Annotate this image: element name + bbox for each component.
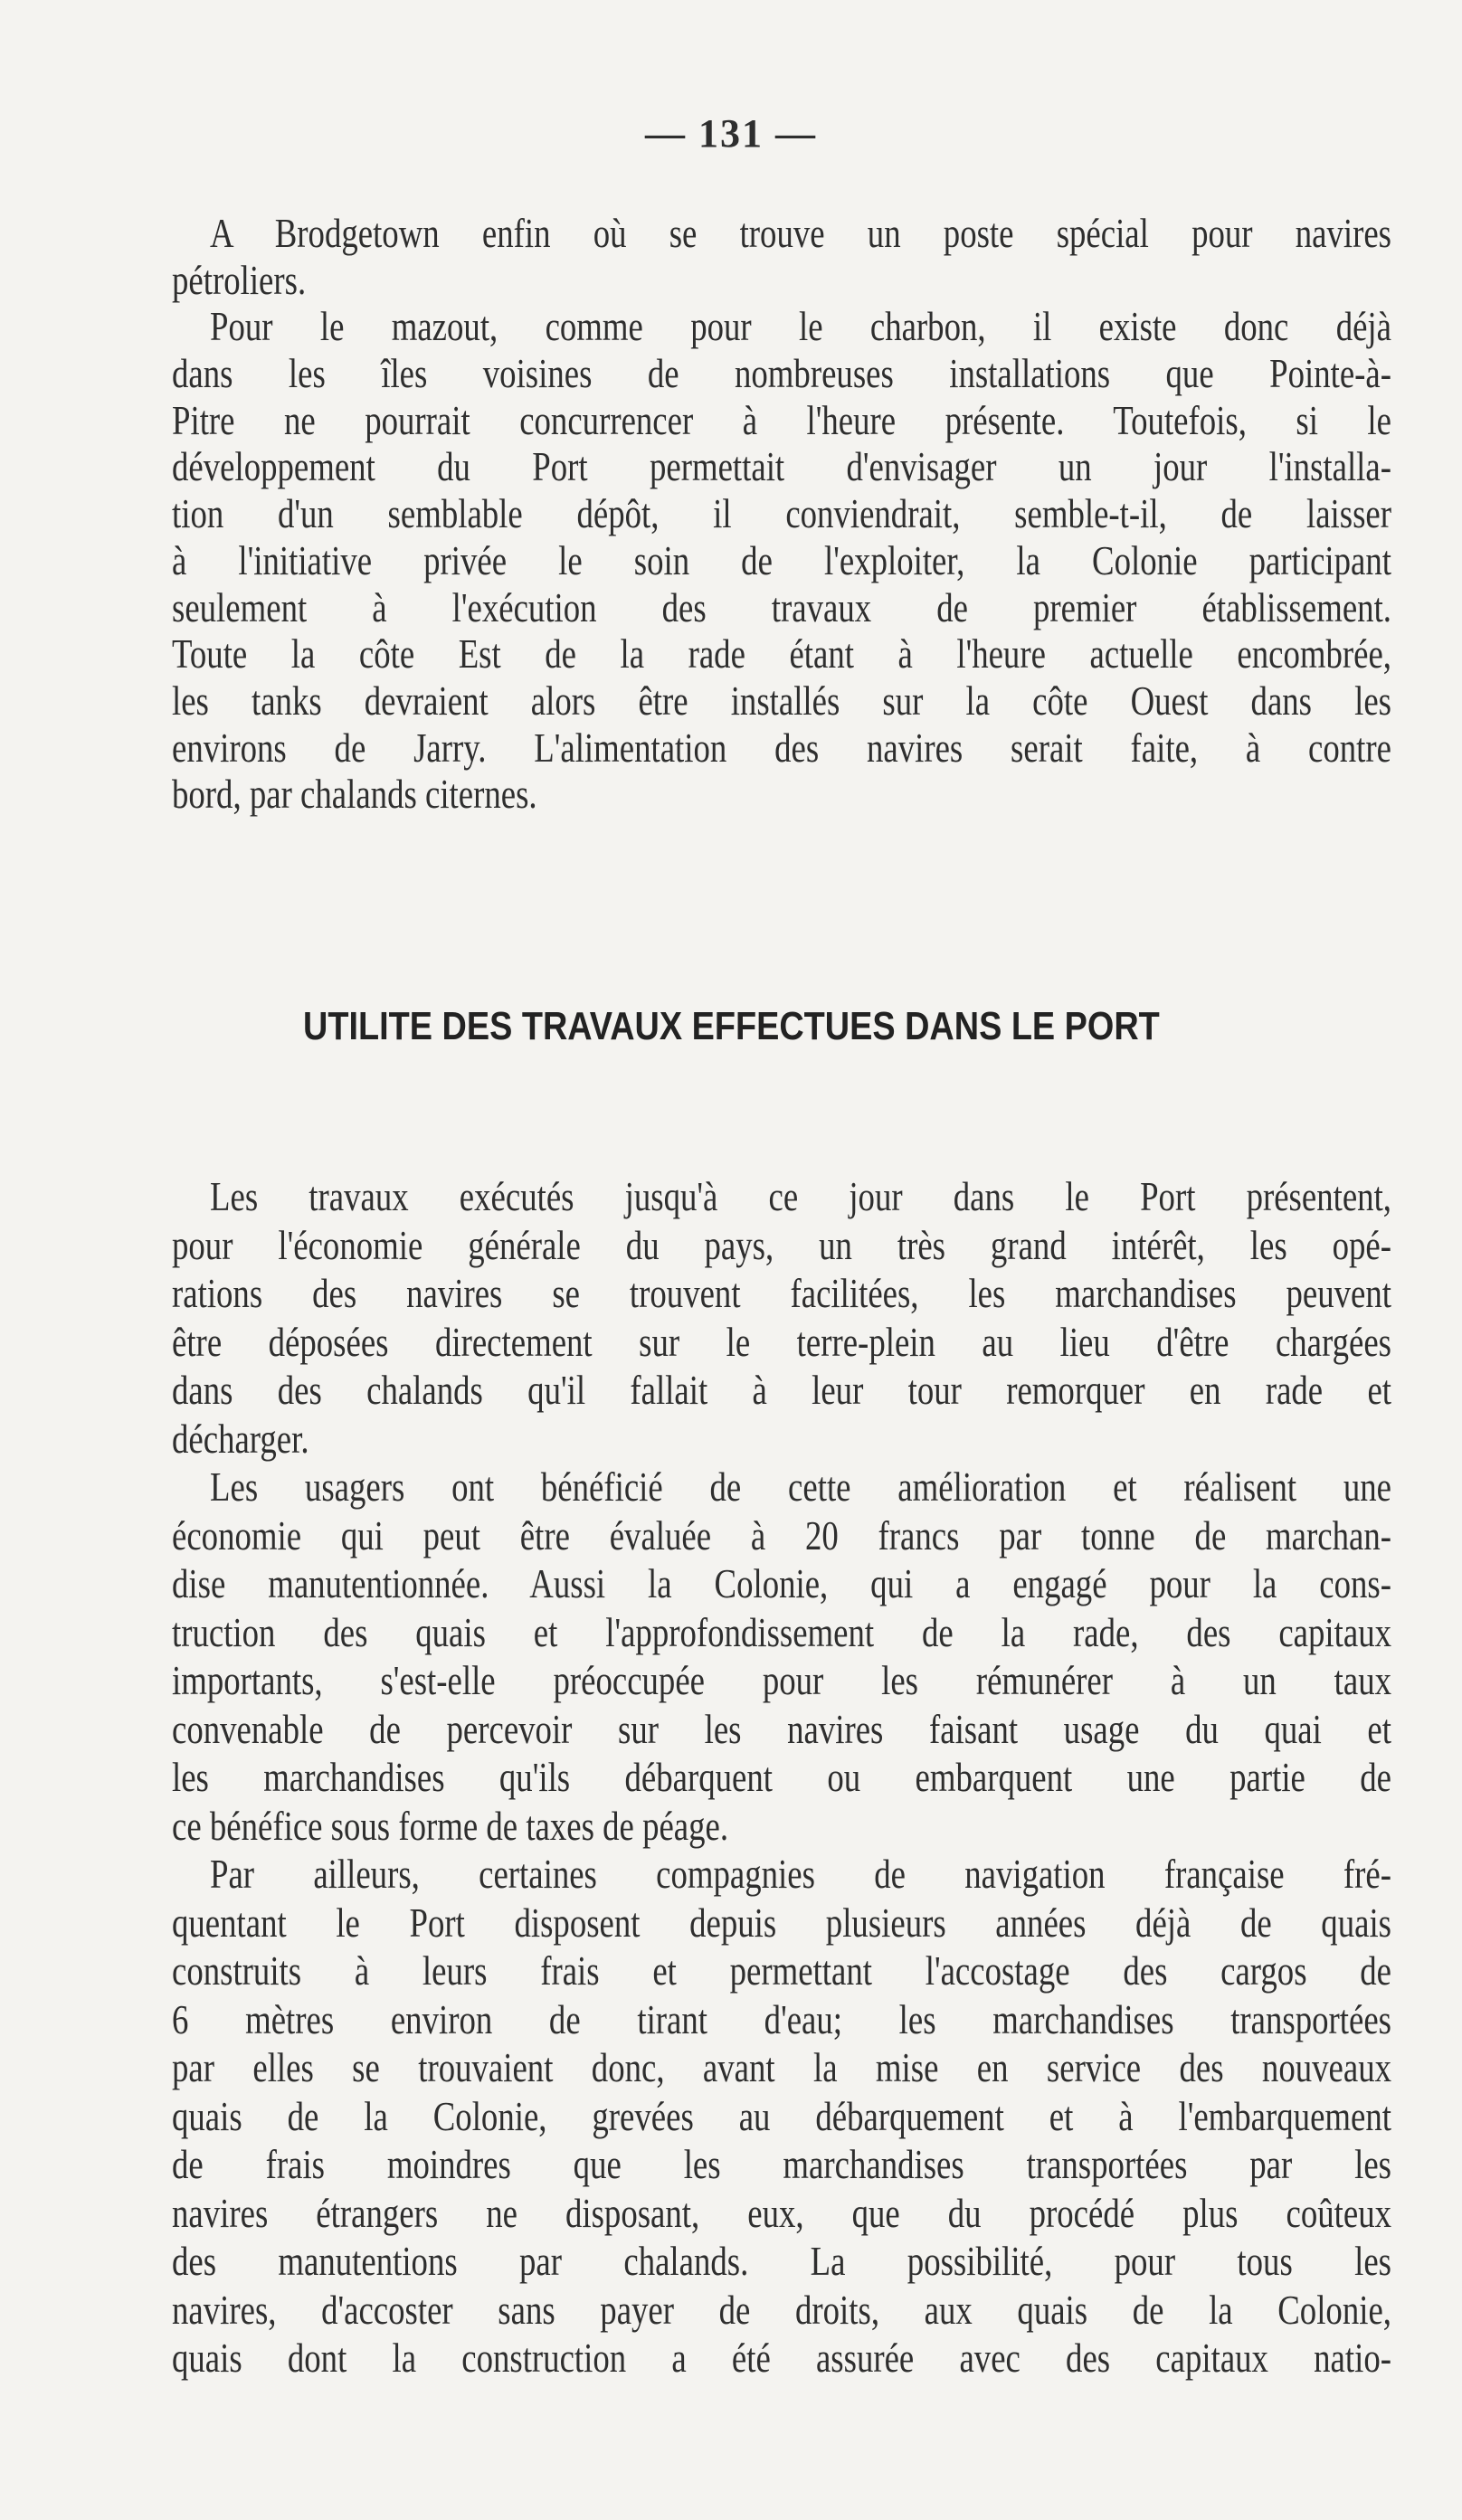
text-line bbox=[172, 1753, 1391, 1802]
text-line bbox=[172, 2092, 1391, 2141]
text-line bbox=[172, 2237, 1391, 2286]
text-line bbox=[172, 1318, 1391, 1367]
text-line bbox=[172, 1269, 1391, 1318]
text-line-content: pétroliers. bbox=[172, 256, 307, 303]
text-line bbox=[172, 490, 1391, 537]
text-line bbox=[172, 1995, 1391, 2044]
text-line-content: construits à leurs frais et permettant l'accostage des cargos de bbox=[172, 1947, 1391, 1994]
text-line-content: des manutentions par chalands. La possibilité, pour tous les bbox=[172, 2238, 1391, 2284]
text-line bbox=[172, 1366, 1391, 1415]
text-line-content: A Brodgetown enfin où se trouve un poste spécial pour navires bbox=[210, 210, 1391, 256]
text-line-content: quais dont la construction a été assurée avec des capitaux natio- bbox=[172, 2335, 1391, 2381]
text-line bbox=[172, 443, 1391, 490]
text-line bbox=[172, 630, 1391, 677]
text-line-content: Par ailleurs, certaines compagnies de navigation française fré- bbox=[210, 1851, 1391, 1897]
text-line-content: les marchandises qu'ils débarquent ou embarquent une partie de bbox=[172, 1754, 1391, 1800]
text-line-content: importants, s'est-elle préoccupée pour les rémunérer à un taux bbox=[172, 1657, 1391, 1703]
text-line-content: navires étrangers ne disposant, eux, que du procédé plus coûteux bbox=[172, 2189, 1391, 2236]
text-line-content: Pour le mazout, comme pour le charbon, il existe donc déjà bbox=[210, 303, 1391, 350]
text-line-content: économie qui peut être évaluée à 20 francs par tonne de marchan- bbox=[172, 1511, 1391, 1558]
text-line-content: rations des navires se trouvent facilitées, les marchandises peuvent bbox=[172, 1270, 1391, 1316]
text-line bbox=[172, 1172, 1391, 1221]
text-line-content: décharger. bbox=[172, 1415, 309, 1462]
text-line bbox=[172, 2286, 1391, 2335]
text-line-content: développement du Port permettait d'envisager un jour l'installa- bbox=[172, 443, 1391, 490]
text-line-content: Pitre ne pourrait concurrencer à l'heure présente. Toutefois, si le bbox=[172, 396, 1391, 443]
text-line bbox=[172, 1850, 1391, 1899]
section-heading bbox=[0, 1004, 1462, 1049]
text-line bbox=[172, 1947, 1391, 1995]
text-line-content: navires, d'accoster sans payer de droits, aux quais de la Colonie, bbox=[172, 2286, 1391, 2333]
text-line-content: ce bénéfice sous forme de taxes de péage. bbox=[172, 1802, 729, 1849]
text-line-content: Les travaux exécutés jusqu'à ce jour dans le Port présentent, bbox=[210, 1173, 1391, 1219]
section-utilite-travaux bbox=[172, 1172, 1391, 2383]
text-line-content: quais de la Colonie, grevées au débarquement et à l'embarquement bbox=[172, 2092, 1391, 2139]
text-line bbox=[172, 1705, 1391, 1754]
text-line-content: à l'initiative privée le soin de l'exploiter, la Colonie participant bbox=[172, 536, 1391, 583]
text-line bbox=[172, 2334, 1391, 2383]
text-line-content: convenable de percevoir sur les navires faisant usage du quai et bbox=[172, 1705, 1391, 1752]
text-line bbox=[172, 537, 1391, 584]
text-line bbox=[172, 1608, 1391, 1657]
page-number: — 131 — bbox=[645, 111, 817, 156]
text-line-content: tion d'un semblable dépôt, il conviendrait, semble-t-il, de laisser bbox=[172, 490, 1391, 537]
text-line bbox=[172, 1802, 1391, 1851]
text-line bbox=[172, 584, 1391, 631]
text-line-content: être déposées directement sur le terre-plein au lieu d'être chargées bbox=[172, 1318, 1391, 1365]
text-line-content: les tanks devraient alors être installés sur la côte Ouest dans les bbox=[172, 677, 1391, 724]
text-line-content: bord, par chalands citernes. bbox=[172, 771, 537, 818]
text-line bbox=[172, 2189, 1391, 2238]
text-line bbox=[172, 725, 1391, 772]
text-line bbox=[172, 1656, 1391, 1705]
text-line bbox=[172, 1415, 1391, 1464]
text-line bbox=[172, 1511, 1391, 1560]
section-petroliers bbox=[172, 210, 1391, 818]
text-line-content: seulement à l'exécution des travaux de premier établissement. bbox=[172, 583, 1391, 630]
text-line-content: environs de Jarry. L'alimentation des navires serait faite, à contre bbox=[172, 724, 1391, 771]
text-line bbox=[172, 1559, 1391, 1608]
text-line-content: pour l'économie générale du pays, un très grand intérêt, les opé- bbox=[172, 1221, 1391, 1268]
text-line bbox=[172, 2043, 1391, 2092]
text-line bbox=[172, 397, 1391, 444]
text-line bbox=[172, 350, 1391, 397]
text-line-content: de frais moindres que les marchandises transportées par les bbox=[172, 2141, 1391, 2187]
section-heading-text: UTILITE DES TRAVAUX EFFECTUES DANS LE PORT bbox=[302, 1004, 1160, 1048]
text-line bbox=[172, 1899, 1391, 1947]
text-line bbox=[172, 257, 1391, 304]
text-line-content: dans des chalands qu'il fallait à leur tour remorquer en rade et bbox=[172, 1367, 1391, 1413]
text-line bbox=[172, 771, 1391, 818]
text-line-content: Les usagers ont bénéficié de cette amélioration et réalisent une bbox=[210, 1464, 1391, 1510]
text-line-content: Toute la côte Est de la rade étant à l'heure actuelle encombrée, bbox=[172, 630, 1391, 677]
text-line-content: dise manutentionnée. Aussi la Colonie, qui a engagé pour la cons- bbox=[172, 1560, 1391, 1606]
text-line bbox=[172, 1221, 1391, 1270]
text-line-content: 6 mètres environ de tirant d'eau; les marchandises transportées bbox=[172, 1995, 1391, 2042]
text-line bbox=[172, 303, 1391, 350]
text-line bbox=[172, 1463, 1391, 1511]
text-line bbox=[172, 2140, 1391, 2189]
text-line-content: par elles se trouvaient donc, avant la mise en service des nouveaux bbox=[172, 2044, 1391, 2090]
text-line-content: dans les îles voisines de nombreuses installations que Pointe-à- bbox=[172, 350, 1391, 397]
text-line-content: quentant le Port disposent depuis plusieurs années déjà de quais bbox=[172, 1899, 1391, 1946]
text-line bbox=[172, 677, 1391, 725]
text-line-content: truction des quais et l'approfondissement de la rade, des capitaux bbox=[172, 1608, 1391, 1655]
text-line bbox=[172, 210, 1391, 257]
